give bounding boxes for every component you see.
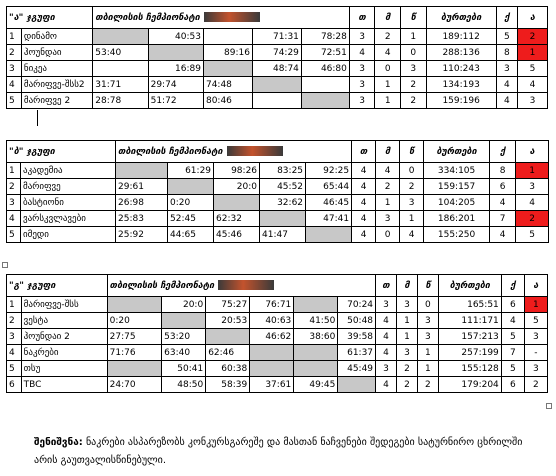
goals: 159:157: [424, 179, 490, 195]
table-row: [7, 297, 548, 313]
lost: 3: [400, 195, 424, 211]
row-number: 2: [7, 179, 21, 195]
team-name: დინამო: [21, 29, 92, 45]
team-name: მარიფვე-შსს2: [21, 77, 92, 93]
won: 0: [375, 61, 401, 77]
place: 2: [524, 377, 547, 393]
goals: 288:136: [426, 45, 496, 61]
place: 1: [524, 297, 547, 313]
place: 2: [518, 29, 548, 45]
score-cell: 27:75: [107, 329, 162, 345]
team-name: ჰოუნდაი: [21, 45, 92, 61]
score-cell: 62:46: [206, 345, 250, 361]
score-cell: 40:53: [148, 29, 203, 45]
goals: 334:105: [424, 163, 490, 179]
score-cell: 49:45: [294, 377, 338, 393]
points: 8: [496, 45, 517, 61]
place: 1: [518, 45, 548, 61]
team-name: ჰოუნდაი 2: [21, 329, 107, 345]
won: 2: [396, 377, 417, 393]
won: 1: [396, 329, 417, 345]
sponsor-logo: [204, 12, 260, 22]
place: 2: [516, 211, 549, 227]
score-cell: [203, 29, 252, 45]
score-cell: 39:58: [338, 329, 376, 345]
championship-title: თბილისის ჩემპიონატი: [107, 275, 375, 297]
team-name: აკადემია: [21, 163, 116, 179]
score-cell: 75:27: [206, 297, 250, 313]
place: 3: [516, 179, 549, 195]
score-cell: 26:98: [116, 195, 168, 211]
score-cell: 46:62: [250, 329, 294, 345]
score-cell: 46:80: [301, 61, 349, 77]
won: 4: [376, 163, 400, 179]
lost: 2: [417, 377, 438, 393]
group-title: "გ" ჯგუფი: [7, 275, 108, 297]
score-cell: 45:49: [338, 361, 376, 377]
table-row: [7, 61, 548, 77]
table-header-row: [7, 141, 549, 163]
group-a-table: [6, 6, 548, 109]
score-cell: 20:53: [206, 313, 250, 329]
col-goals: ბურთები: [426, 7, 496, 29]
table-row: [7, 163, 549, 179]
row-number: 1: [7, 29, 22, 45]
played: 3: [349, 61, 375, 77]
goals: 111:171: [438, 313, 501, 329]
lost: 0: [400, 45, 426, 61]
table-row: [7, 313, 548, 329]
score-cell: 25:83: [116, 211, 168, 227]
played: 4: [349, 45, 375, 61]
score-cell: [250, 361, 294, 377]
won: 2: [376, 179, 400, 195]
text-cursor: [37, 110, 38, 126]
played: 4: [376, 377, 397, 393]
score-cell: 52:45: [168, 211, 214, 227]
won: 3: [396, 345, 417, 361]
score-cell: 53:40: [93, 45, 148, 61]
score-cell: 29:74: [148, 77, 203, 93]
won: 1: [396, 313, 417, 329]
row-number: 4: [7, 211, 21, 227]
group-c-table: [6, 274, 548, 393]
team-name: იმედი: [21, 227, 116, 243]
score-cell: [306, 227, 352, 243]
score-cell: [107, 361, 162, 377]
points: 6: [490, 179, 516, 195]
team-name: მარიფვე 2: [21, 93, 92, 109]
row-number: 5: [7, 93, 22, 109]
score-cell: 44:65: [168, 227, 214, 243]
place: 3: [524, 361, 547, 377]
team-name: მარიფვე-შსს: [21, 297, 107, 313]
lost: 1: [417, 361, 438, 377]
score-cell: 32:62: [260, 195, 306, 211]
won: 2: [375, 29, 401, 45]
lost: 1: [400, 29, 426, 45]
won: 1: [376, 195, 400, 211]
score-cell: 41:50: [294, 313, 338, 329]
won: 2: [396, 361, 417, 377]
score-cell: 71:76: [107, 345, 162, 361]
place: 5: [524, 313, 547, 329]
table-header-row: [7, 7, 548, 29]
championship-title: თბილისის ჩემპიონატი: [116, 141, 352, 163]
table-row: [7, 195, 549, 211]
goals: 104:205: [424, 195, 490, 211]
score-cell: 71:31: [252, 29, 301, 45]
table-resize-handle[interactable]: [546, 403, 552, 409]
score-cell: 37:61: [250, 377, 294, 393]
score-cell: 61:29: [168, 163, 214, 179]
score-cell: [260, 211, 306, 227]
played: 4: [376, 345, 397, 361]
score-cell: 47:41: [306, 211, 352, 227]
team-name: ვესტა: [21, 313, 107, 329]
score-cell: [116, 163, 168, 179]
score-cell: 41:47: [260, 227, 306, 243]
won: 3: [376, 211, 400, 227]
score-cell: 74:29: [252, 45, 301, 61]
group-title: "ბ" ჯგუფი: [7, 141, 116, 163]
points: 5: [501, 329, 524, 345]
row-number: 5: [7, 361, 22, 377]
score-cell: [203, 61, 252, 77]
score-cell: [214, 195, 260, 211]
score-cell: 45:52: [260, 179, 306, 195]
points: 5: [496, 29, 517, 45]
score-cell: 48:74: [252, 61, 301, 77]
col-goals: ბურთები: [424, 141, 490, 163]
place: 3: [518, 93, 548, 109]
goals: 179:204: [438, 377, 501, 393]
lost: 2: [400, 77, 426, 93]
score-cell: 40:63: [250, 313, 294, 329]
lost: 3: [417, 313, 438, 329]
score-cell: [338, 377, 376, 393]
lost: 0: [417, 297, 438, 313]
place: 5: [518, 61, 548, 77]
place: 4: [518, 77, 548, 93]
score-cell: [294, 297, 338, 313]
goals: 155:250: [424, 227, 490, 243]
place: 5: [516, 227, 549, 243]
played: 4: [352, 163, 376, 179]
score-cell: 74:48: [203, 77, 252, 93]
row-number: 4: [7, 77, 22, 93]
row-number: 2: [7, 45, 22, 61]
points: 4: [496, 93, 517, 109]
table-row: [7, 77, 548, 93]
table-row: [7, 377, 548, 393]
score-cell: 31:71: [93, 77, 148, 93]
points: 4: [501, 313, 524, 329]
place: 3: [524, 329, 547, 345]
score-cell: 78:28: [301, 29, 349, 45]
table-row: [7, 45, 548, 61]
won: 0: [376, 227, 400, 243]
footnote: [34, 434, 534, 470]
table-row: [7, 211, 549, 227]
championship-title: თბილისის ჩემპიონატი: [93, 7, 350, 29]
score-cell: 28:78: [93, 93, 148, 109]
goals: 165:51: [438, 297, 501, 313]
row-number: 1: [7, 297, 22, 313]
team-name: ვარსკვლავები: [21, 211, 116, 227]
lost: 2: [400, 179, 424, 195]
place: 1: [516, 163, 549, 179]
team-name: თსუ: [21, 361, 107, 377]
goals: 257:199: [438, 345, 501, 361]
score-cell: 92:25: [306, 163, 352, 179]
col-place: ა: [518, 7, 548, 29]
team-name: მარიფვე: [21, 179, 116, 195]
goals: 186:201: [424, 211, 490, 227]
lost: 4: [400, 227, 424, 243]
col-place: ა: [516, 141, 549, 163]
played: 4: [376, 329, 397, 345]
score-cell: 72:51: [301, 45, 349, 61]
score-cell: 0:20: [168, 195, 214, 211]
played: 4: [376, 313, 397, 329]
points: 7: [501, 345, 524, 361]
col-points: ქ: [501, 275, 524, 297]
table-row: [7, 227, 549, 243]
score-cell: 80:46: [203, 93, 252, 109]
col-played: თ: [376, 275, 397, 297]
row-number: 5: [7, 227, 21, 243]
score-cell: 29:61: [116, 179, 168, 195]
score-cell: [294, 345, 338, 361]
score-cell: 46:45: [306, 195, 352, 211]
group-title: "ა" ჯგუფი: [7, 7, 93, 29]
points: 3: [496, 61, 517, 77]
lost: 1: [400, 211, 424, 227]
col-won: მ: [376, 141, 400, 163]
score-cell: [301, 77, 349, 93]
score-cell: 48:50: [162, 377, 206, 393]
played: 4: [352, 227, 376, 243]
points: 8: [490, 163, 516, 179]
score-cell: 0:20: [107, 313, 162, 329]
col-place: ა: [524, 275, 547, 297]
col-played: თ: [349, 7, 375, 29]
lost: 2: [400, 93, 426, 109]
goals: 157:213: [438, 329, 501, 345]
played: 3: [349, 93, 375, 109]
played: 4: [352, 195, 376, 211]
col-points: ქ: [490, 141, 516, 163]
row-number: 3: [7, 61, 22, 77]
score-cell: 60:38: [206, 361, 250, 377]
table-row: [7, 29, 548, 45]
score-cell: [93, 61, 148, 77]
score-cell: 98:26: [214, 163, 260, 179]
played: 4: [352, 179, 376, 195]
score-cell: 61:37: [338, 345, 376, 361]
row-number: 6: [7, 377, 22, 393]
sponsor-logo: [227, 146, 283, 156]
points: 4: [490, 227, 516, 243]
points: 7: [490, 211, 516, 227]
col-lost: წ: [400, 7, 426, 29]
goals: 134:193: [426, 77, 496, 93]
score-cell: 20:0: [214, 179, 260, 195]
score-cell: 24:70: [107, 377, 162, 393]
col-won: მ: [396, 275, 417, 297]
place: -: [524, 345, 547, 361]
score-cell: 45:46: [214, 227, 260, 243]
col-points: ქ: [496, 7, 517, 29]
row-number: 4: [7, 345, 22, 361]
goals: 155:128: [438, 361, 501, 377]
team-name: TBC: [21, 377, 107, 393]
col-lost: წ: [417, 275, 438, 297]
footnote-label: შენიშვნა:: [34, 437, 83, 448]
lost: 0: [400, 163, 424, 179]
row-number: 3: [7, 329, 22, 345]
table-row: [7, 329, 548, 345]
goals: 159:196: [426, 93, 496, 109]
score-cell: 51:72: [148, 93, 203, 109]
score-cell: 50:41: [162, 361, 206, 377]
row-number: 3: [7, 195, 21, 211]
score-cell: 76:71: [250, 297, 294, 313]
won: 3: [396, 297, 417, 313]
score-cell: 38:60: [294, 329, 338, 345]
score-cell: [148, 45, 203, 61]
score-cell: 83:25: [260, 163, 306, 179]
score-cell: [252, 93, 301, 109]
footnote-text: ნაკრები ასპარეზობს კონკურსგარეშე და მასთან ნაჩვენები შედეგები სატურნირო ცხრილში არის გაუთვალისწინებული.: [34, 437, 523, 466]
played: 4: [352, 211, 376, 227]
played: 3: [349, 29, 375, 45]
points: 6: [501, 377, 524, 393]
played: 3: [376, 361, 397, 377]
score-cell: 65:44: [306, 179, 352, 195]
score-cell: 58:39: [206, 377, 250, 393]
points: 4: [490, 195, 516, 211]
score-cell: [301, 93, 349, 109]
played: 3: [376, 297, 397, 313]
team-name: ბასტიონი: [21, 195, 116, 211]
points: 5: [501, 361, 524, 377]
table-row: [7, 179, 549, 195]
score-cell: 20:0: [162, 297, 206, 313]
won: 4: [375, 45, 401, 61]
table-row: [7, 345, 548, 361]
table-row: [7, 361, 548, 377]
score-cell: 50:48: [338, 313, 376, 329]
goals: 110:243: [426, 61, 496, 77]
score-cell: 70:24: [338, 297, 376, 313]
score-cell: 53:20: [162, 329, 206, 345]
table-anchor-mark: [2, 262, 8, 268]
sponsor-logo: [218, 280, 274, 290]
score-cell: [250, 345, 294, 361]
col-won: მ: [375, 7, 401, 29]
points: 4: [496, 77, 517, 93]
won: 1: [375, 93, 401, 109]
table-header-row: [7, 275, 548, 297]
team-name: ნიკეა: [21, 61, 92, 77]
place: 4: [516, 195, 549, 211]
col-goals: ბურთები: [438, 275, 501, 297]
group-b-table: [6, 140, 549, 243]
table-row: [7, 93, 548, 109]
score-cell: 16:89: [148, 61, 203, 77]
score-cell: 25:92: [116, 227, 168, 243]
score-cell: [168, 179, 214, 195]
won: 1: [375, 77, 401, 93]
score-cell: [206, 329, 250, 345]
score-cell: [107, 297, 162, 313]
score-cell: 63:40: [162, 345, 206, 361]
score-cell: [93, 29, 148, 45]
score-cell: [252, 77, 301, 93]
score-cell: [162, 313, 206, 329]
goals: 189:112: [426, 29, 496, 45]
score-cell: 89:16: [203, 45, 252, 61]
row-number: 1: [7, 163, 21, 179]
col-lost: წ: [400, 141, 424, 163]
lost: 1: [417, 345, 438, 361]
points: 6: [501, 297, 524, 313]
score-cell: [294, 361, 338, 377]
row-number: 2: [7, 313, 22, 329]
score-cell: 62:32: [214, 211, 260, 227]
col-played: თ: [352, 141, 376, 163]
team-name: ნაკრები: [21, 345, 107, 361]
played: 3: [349, 77, 375, 93]
lost: 3: [400, 61, 426, 77]
lost: 3: [417, 329, 438, 345]
